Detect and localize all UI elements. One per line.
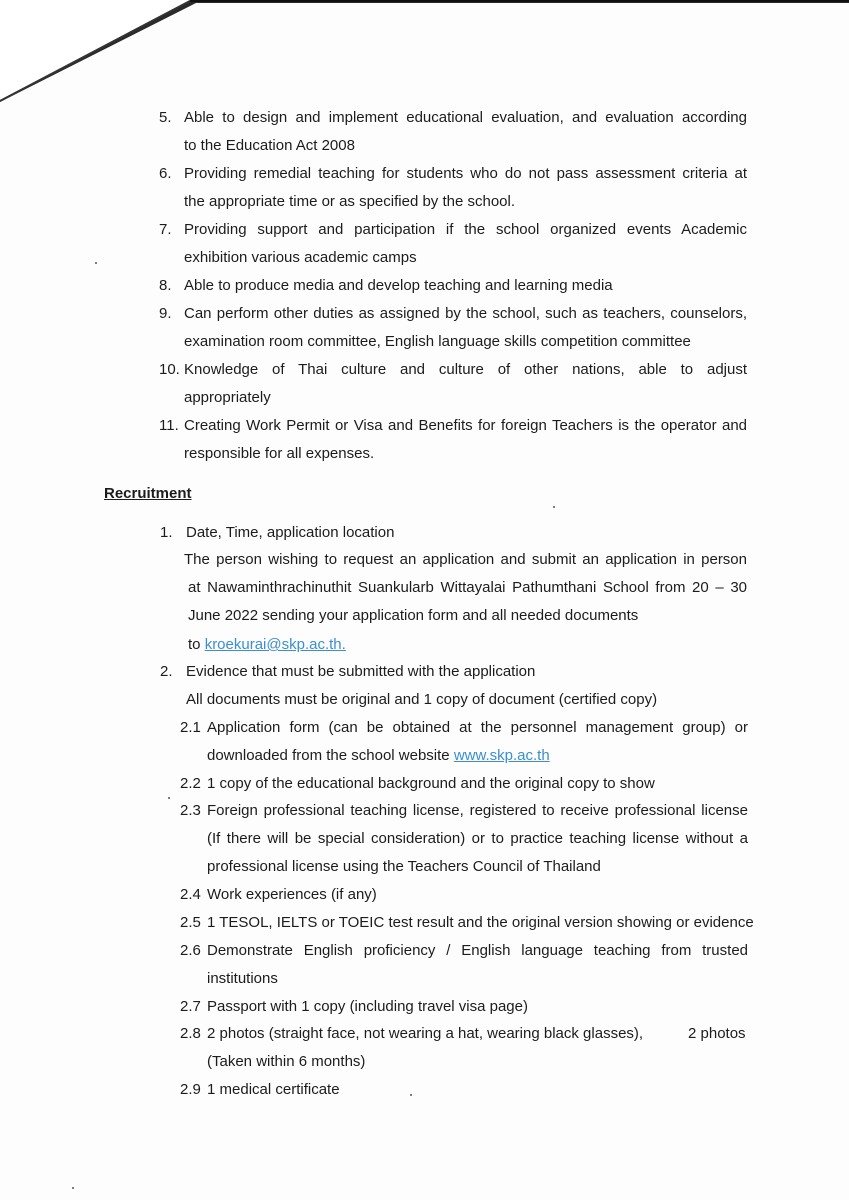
sub-item-text-extra: 2 photos [688,1025,746,1042]
list-item-text: appropriately [184,389,271,406]
sub-number: 2.8 [180,1025,201,1042]
sub-item-text: Work experiences (if any) [207,886,377,903]
paragraph-line: June 2022 sending your application form and all needed documents [188,607,639,624]
list-item-text: examination room committee, English language skills competition committee [184,333,691,350]
list-number: 9. [159,305,172,322]
sub-item-text: 1 TESOL, IELTS or TOEIC test result and the original version showing or evidence [207,914,754,931]
list-item-text: Creating Work Permit or Visa and Benefits for foreign Teachers is the operator and [184,417,747,434]
paragraph-line [188,635,346,655]
sub-item-text: Foreign professional teaching license, registered to receive professional license [207,802,748,819]
paragraph-line: at Nawaminthrachinuthit Suankularb Wittayalai Pathumthani School from 20 – 30 [188,579,747,596]
list-item-text: Providing support and participation if the school organized events Academic [184,221,747,238]
list-number: 7. [159,221,172,238]
scan-speck [95,262,97,264]
list-item-text: to the Education Act 2008 [184,137,355,154]
paragraph-line: All documents must be original and 1 copy of document (certified copy) [186,691,658,708]
sub-number: 2.9 [180,1081,201,1098]
list-item-title: Date, Time, application location [186,524,395,541]
sub-item-text: professional license using the Teachers Council of Thailand [207,858,601,875]
scan-speck [410,1094,412,1096]
list-item-text: Knowledge of Thai culture and culture of other nations, able to adjust [184,361,747,378]
list-item-text: Able to produce media and develop teaching and learning media [184,277,613,294]
sub-number: 2.7 [180,998,201,1015]
list-item-text: Providing remedial teaching for students who do not pass assessment criteria at [184,165,747,182]
scan-speck [553,506,555,508]
list-number: 1. [160,524,173,541]
list-number: 6. [159,165,172,182]
sub-number: 2.4 [180,886,201,903]
list-number: 2. [160,663,173,680]
sub-item-text: 1 copy of the educational background and the original copy to show [207,775,655,792]
scan-speck [72,1187,74,1189]
list-item-text: Able to design and implement educational evaluation, and evaluation according [184,109,747,126]
sub-number: 2.6 [180,942,201,959]
section-heading-recruitment: Recruitment [104,485,192,502]
sub-item-text: (If there will be special consideration) or to practice teaching license without a [207,830,748,847]
list-item-text: Can perform other duties as assigned by the school, such as teachers, counselors, [184,305,747,322]
sub-item-text: Application form (can be obtained at the personnel management group) or [207,719,748,736]
list-number: 11. [159,417,179,434]
sub-item-text: 2 photos (straight face, not wearing a hat, wearing black glasses), [207,1025,644,1042]
sub-item-text-part: downloaded from the school website [207,747,454,764]
list-number: 8. [159,277,172,294]
sub-item-text: institutions [207,970,278,987]
paragraph-line: The person wishing to request an application and submit an application in person [184,551,747,568]
list-number: 10. [159,361,180,378]
sub-item-text: 1 medical certificate [207,1081,340,1098]
list-item-title: Evidence that must be submitted with the application [186,663,536,680]
list-number: 5. [159,109,172,126]
list-item-text: responsible for all expenses. [184,445,375,462]
sub-item-text: (Taken within 6 months) [207,1053,366,1070]
email-prefix: to [188,636,205,653]
sub-number: 2.1 [180,719,201,736]
website-link[interactable]: www.skp.ac.th [453,747,550,764]
list-item-text: exhibition various academic camps [184,249,417,266]
email-link[interactable]: kroekurai@skp.ac.th. [204,636,346,653]
sub-number: 2.2 [180,775,201,792]
sub-item-text: Demonstrate English proficiency / English language teaching from trusted [207,942,748,959]
sub-item-text: Passport with 1 copy (including travel visa page) [207,998,528,1015]
sub-number: 2.3 [180,802,201,819]
list-item-text: the appropriate time or as specified by the school. [184,193,516,210]
sub-item-text [207,746,550,766]
scan-speck [168,797,170,799]
sub-number: 2.5 [180,914,201,931]
